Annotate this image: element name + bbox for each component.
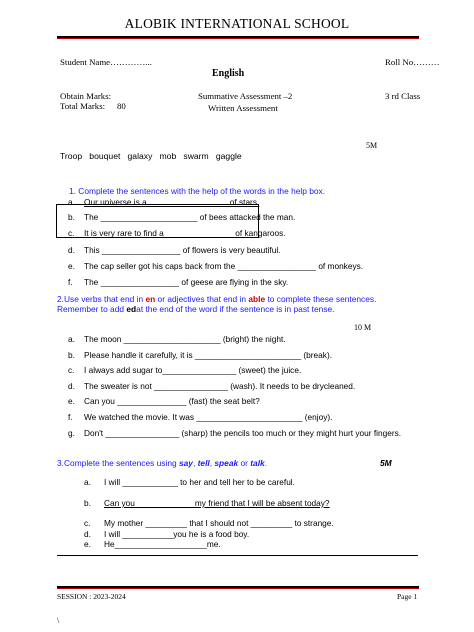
- s2-item-e: Can you _______________ (fast) the seat belt?: [84, 396, 260, 406]
- s3-say: say: [178, 458, 193, 468]
- word-bank: Troop bouquet galaxy mob swarm gaggle: [60, 151, 242, 161]
- s3-or: or: [238, 458, 251, 468]
- s1-label-f: f.: [68, 277, 73, 287]
- s1-label-b: b.: [68, 212, 75, 222]
- s1-item-e: The cap seller got his caps back from the _________________ of monkeys.: [84, 261, 364, 271]
- section1-marks: 5M: [366, 141, 378, 150]
- s2-instr-part5: at the end of the word if the sentence is in past tense.: [136, 304, 335, 314]
- s3-item-c: My mother _________ that I should not _________ to strange.: [104, 518, 334, 528]
- s3-dot: .: [264, 458, 268, 468]
- assessment-title: Summative Assessment –2: [198, 91, 293, 101]
- total-marks-label: Total Marks:: [60, 101, 106, 111]
- s2-label-g: g.: [68, 428, 75, 438]
- footer-divider: [57, 586, 419, 589]
- s1-item-d: This _________________ of flowers is very beautiful.: [84, 245, 281, 255]
- s3-tell: tell: [197, 458, 210, 468]
- s3-speak: speak: [214, 458, 239, 468]
- class-label: 3 rd Class: [385, 91, 421, 101]
- section3-marks: 5M: [380, 458, 392, 468]
- school-title: ALOBIK INTERNATIONAL SCHOOL: [124, 16, 350, 31]
- s3-instr-part1: 3.Complete the sentences using: [57, 458, 179, 468]
- s2-able: able: [248, 294, 266, 304]
- s1-label-a: a.: [68, 197, 75, 207]
- s3-comma1: ,: [192, 458, 198, 468]
- s3-label-d: d.: [84, 529, 91, 539]
- section3-instruction: [57, 458, 267, 468]
- s2-label-b: b.: [68, 350, 75, 360]
- session-label: SESSION : 2023-2024: [57, 592, 126, 601]
- student-name-label: Student Name…………...: [60, 57, 152, 67]
- s2-label-f: f.: [68, 412, 73, 422]
- s2-instr-part1: 2.Use verbs that end in: [57, 294, 146, 304]
- stray-mark: \: [57, 616, 60, 625]
- s3-item-b: Can you ____________ my friend that I will be absent today?: [104, 498, 330, 508]
- written-assessment-label: Written Assessment: [208, 103, 278, 113]
- s2-item-f: We watched the movie. It was _______________________ (enjoy).: [84, 412, 333, 422]
- s3-item-d: I will ___________you he is a food boy.: [104, 529, 250, 539]
- section2-marks: 10 M: [354, 323, 372, 332]
- s3-label-a: a.: [84, 477, 91, 487]
- section2-instruction: [57, 294, 376, 304]
- s2-instr-part4: Remember to add: [57, 304, 127, 314]
- s3-label-b: b.: [84, 498, 91, 508]
- s2-label-a: a.: [68, 334, 75, 344]
- s1-item-f: The _________________ of geese are flying in the sky.: [84, 277, 289, 287]
- answer-line: [57, 555, 418, 556]
- section2-instruction-line2: [57, 304, 335, 314]
- s1-item-a: Our universe is a _________________ of stars.: [84, 197, 260, 207]
- roll-no-label: Roll No………: [385, 57, 440, 67]
- s2-item-c: I always add sugar to________________ (sweet) the juice.: [84, 365, 302, 375]
- s1-label-c: c.: [68, 228, 75, 238]
- s2-item-d: The sweater is not ________________ (wash). It needs to be drycleaned.: [84, 381, 356, 391]
- s3-item-a: I will ____________ to her and tell her to be careful.: [104, 477, 295, 487]
- obtain-marks-label: Obtain Marks:: [60, 91, 112, 101]
- s3-item-e: He____________________me.: [104, 539, 221, 549]
- s3-talk: talk: [250, 458, 265, 468]
- subject-title: English: [212, 68, 245, 79]
- s2-label-c: c.: [68, 365, 75, 375]
- s2-ed: ed: [126, 304, 137, 314]
- s2-instr-part3: to complete these sentences.: [265, 294, 377, 304]
- s2-item-b: Please handle it carefully, it is _______________________ (break).: [84, 350, 333, 360]
- s3-label-e: e.: [84, 539, 91, 549]
- s3-comma2: ,: [209, 458, 215, 468]
- s3-label-c: c.: [84, 518, 91, 528]
- total-marks-value: 80: [117, 101, 126, 111]
- page-number: Page 1: [397, 592, 418, 601]
- s2-label-e: e.: [68, 396, 75, 406]
- s1-label-d: d.: [68, 245, 75, 255]
- s1-item-c: It is very rare to find a_______________ of kangaroos.: [84, 228, 286, 238]
- s2-instr-part2: or adjectives that end in: [155, 294, 249, 304]
- s2-item-g: Don't ________________ (sharp) the pencils too much or they might hurt your fingers.: [84, 428, 402, 438]
- s1-label-e: e.: [68, 261, 75, 271]
- header-divider: [57, 36, 419, 39]
- section1-instruction: 1. Complete the sentences with the help of the words in the help box.: [69, 186, 326, 196]
- s2-label-d: d.: [68, 381, 75, 391]
- s2-en: en: [145, 294, 156, 304]
- s2-item-a: The moon _____________________ (bright) the night.: [84, 334, 286, 344]
- s1-item-b: The _____________________ of bees attacked the man.: [84, 212, 296, 222]
